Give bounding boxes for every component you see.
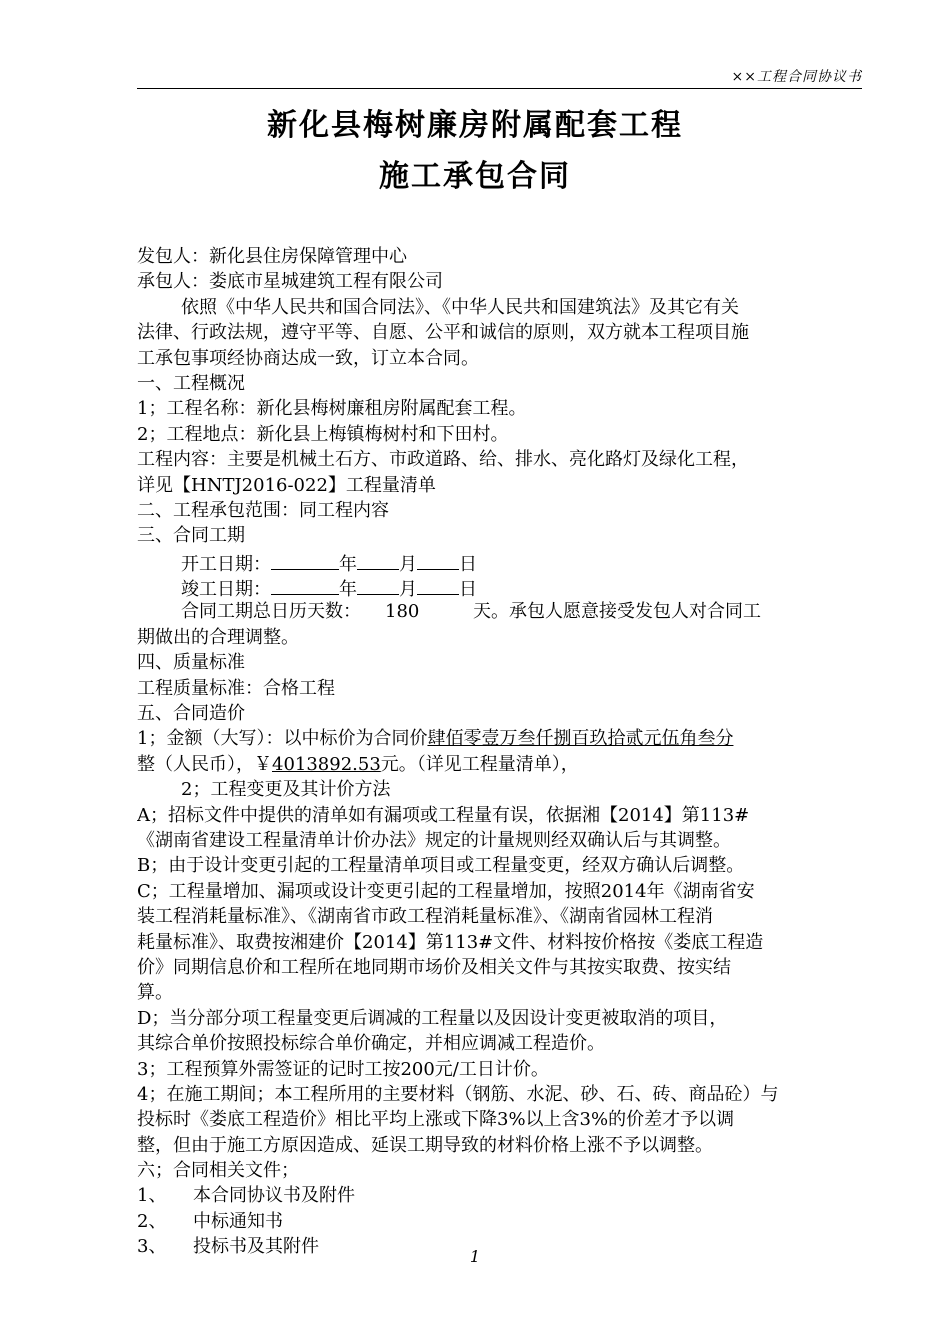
section-heading-price: 五、合同造价 [137,703,245,725]
total-days-tail-line: 期做出的合理调整。 [137,626,299,648]
day-label: 日 [459,579,477,600]
section-heading-scope: 二、工程承包范围：同工程内容 [137,499,389,521]
start-date-line [137,549,862,574]
total-days-line [137,599,862,624]
clause-b: B；由于设计变更引起的工程量清单项目或工程量变更，经双方确认后调整。 [137,855,745,877]
start-date-label: 开工日期： [181,553,271,575]
list-item-number: 1、 [137,1185,167,1207]
day-label: 日 [459,553,477,575]
start-day-blank [417,549,459,570]
list-item-number: 2、 [137,1210,167,1232]
intro-line: 工承包事项经协商达成一致，订立本合同。 [137,347,479,369]
start-year-blank [271,549,339,570]
clause-4: 投标时《娄底工程造价》相比平均上涨或下降3%以上含3%的价差才予以调 [137,1109,735,1131]
clause-a: A；招标文件中提供的清单如有漏项或工程量有误，依据湘【2014】第113# [137,804,750,826]
section-heading-documents: 六；合同相关文件； [137,1160,299,1182]
document-title-line2: 施工承包合同 [379,159,571,194]
end-day-blank [417,574,459,595]
amount-line-1 [137,726,862,751]
clause-4: 整，但由于施工方原因造成、延误工期导致的材料价格上涨不予以调整。 [137,1134,713,1156]
end-year-blank [271,574,339,595]
total-days-label: 合同工期总日历天数： [181,601,361,623]
amount-words-cont: 整（人民币） [137,753,236,775]
month-label: 月 [399,553,417,575]
header-text: ××工程合同协议书 [731,69,862,85]
clause-c: 算。 [137,982,173,1004]
start-month-blank [357,549,399,570]
end-month-blank [357,574,399,595]
clause-c: 耗量标准》、取费按湘建价【2014】第113#文件、材料按价格按《娄底工程造 [137,931,764,953]
clause-3: 3；工程预算外需签证的记时工按200元/工日计价。 [137,1058,549,1080]
amount-mid: ，￥ [236,753,272,775]
section-heading-period: 三、合同工期 [137,525,245,547]
list-item-number: 3、 [137,1236,167,1258]
document-title-line1: 新化县梅树廉房附属配套工程 [267,108,683,143]
list-item [137,1209,862,1234]
project-location-line: 2；工程地点：新化县上梅镇梅树村和下田村。 [137,423,509,445]
section-heading-quality: 四、质量标准 [137,652,245,674]
contract-body [137,244,862,1260]
clause-4: 4；在施工期间；本工程所用的主要材料（钢筋、水泥、砂、石、砖、商品砼）与 [137,1083,779,1105]
year-label: 年 [339,579,357,600]
intro-line: 法律、行政法规，遵守平等、自愿、公平和诚信的原则，双方就本工程项目施 [137,322,749,344]
section-heading-overview: 一、工程概况 [137,372,245,394]
change-heading: 2；工程变更及其计价方法 [181,779,391,801]
amount-number: 4013892.53 [272,753,381,775]
header-rule [137,88,862,89]
end-date-label: 竣工日期： [181,579,271,600]
clause-a: 《湖南省建设工程量清单计价办法》规定的计量规则经双确认后与其调整。 [137,829,731,851]
quality-standard-line: 工程质量标准：合格工程 [137,677,335,699]
employer-line: 发包人：新化县住房保障管理中心 [137,246,407,267]
total-days-tail: 天。承包人愿意接受发包人对合同工 [473,601,761,623]
amount-words: 肆佰零壹万叁仟捌百玖拾贰元伍角叁分 [427,728,734,750]
clause-d: 其综合单价按照投标综合单价确定，并相应调减工程造价。 [137,1033,605,1055]
amount-suffix: 元。（详见工程量清单）， [380,753,579,775]
end-date-line [137,574,862,599]
project-content-line: 工程内容：主要是机械土石方、市政道路、给、排水、亮化路灯及绿化工程， [137,449,749,471]
amount-prefix: 1；金额（大写）：以中标价为合同价 [137,728,428,750]
intro-line: 依照《中华人民共和国合同法》、《中华人民共和国建筑法》及其它有关 [181,296,739,318]
project-name-line: 1；工程名称：新化县梅树廉租房附属配套工程。 [137,398,527,420]
project-content-line: 详见【HNTJ2016-022】工程量清单 [137,474,436,496]
clause-c: 装工程消耗量标准》、《湖南省市政工程消耗量标准》、《湖南省园林工程消 [137,906,713,928]
clause-d: D；当分部分项工程量变更后调减的工程量以及因设计变更被取消的项目， [137,1007,728,1029]
list-item-text: 投标书及其附件 [193,1236,319,1258]
list-item-text: 本合同协议书及附件 [193,1185,355,1207]
month-label: 月 [399,579,417,600]
amount-line-2 [137,752,862,777]
year-label: 年 [339,553,357,575]
list-item [137,1183,862,1208]
total-days-value: 180 [361,599,473,624]
clause-c: 价》同期信息价和工程所在地同期市场价及相关文件与其按实取费、按实结 [137,956,731,978]
page-number: 1 [469,1247,481,1266]
list-item-text: 中标通知书 [193,1210,283,1232]
clause-c: C；工程量增加、漏项或设计变更引起的工程量增加，按照2014年《湖南省安 [137,880,755,902]
contractor-line: 承包人：娄底市星城建筑工程有限公司 [137,271,443,293]
